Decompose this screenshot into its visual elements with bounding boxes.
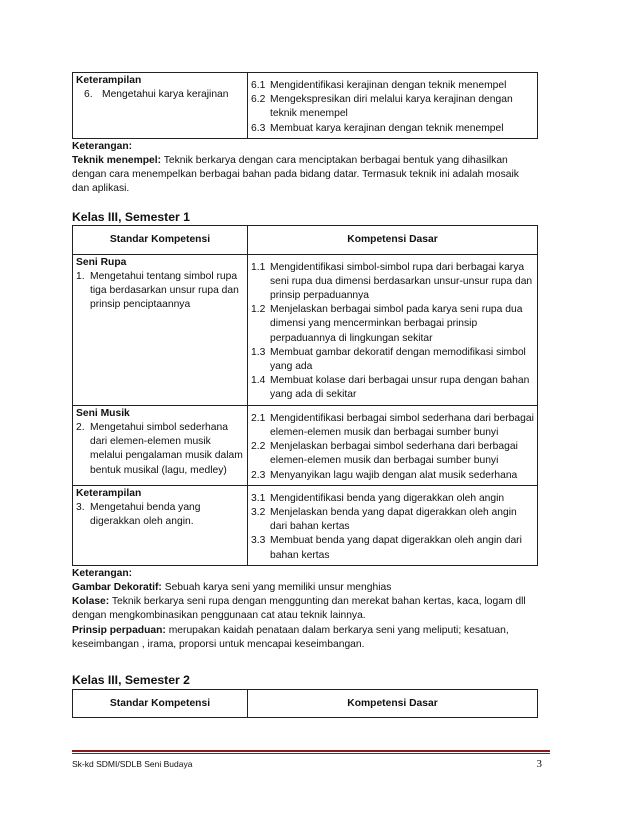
kd-cell bbox=[248, 73, 538, 139]
kd-text: Mengidentifikasi berbagai simbol sederhana dari berbagai elemen-elemen musik dan berbagai sumber bunyi bbox=[270, 412, 534, 438]
kd-number: 6.3 bbox=[251, 122, 266, 134]
competency-table-semester-2 bbox=[72, 689, 538, 718]
note-term: Prinsip perpaduan: bbox=[72, 624, 166, 636]
sk-category: Seni Rupa bbox=[76, 256, 127, 268]
kd-text: Menjelaskan benda yang dapat digerakkan oleh angin dari bahan kertas bbox=[270, 506, 517, 533]
note-teknik-menempel bbox=[72, 140, 538, 197]
kd-list bbox=[251, 256, 534, 403]
sk-item bbox=[76, 421, 244, 478]
kd-item bbox=[251, 374, 534, 402]
kd-item bbox=[251, 122, 534, 136]
header-standar-kompetensi: Standar Kompetensi bbox=[73, 226, 248, 254]
table-row bbox=[73, 405, 538, 485]
competency-table-continued bbox=[72, 72, 538, 139]
table-header-row bbox=[73, 689, 538, 717]
sk-text: Mengetahui tentang simbol rupa tiga berdasarkan unsur rupa dan prinsip penciptaannya bbox=[90, 270, 239, 311]
kd-item bbox=[251, 534, 534, 562]
kd-item bbox=[251, 261, 534, 304]
kd-item bbox=[251, 492, 534, 506]
page-number: 3 bbox=[536, 758, 542, 770]
note-item bbox=[72, 624, 538, 652]
note-glossary bbox=[72, 567, 538, 652]
note-definition: Sebuah karya seni yang memiliki unsur menghias bbox=[161, 581, 392, 593]
sk-text: Mengetahui karya kerajinan bbox=[102, 89, 229, 101]
kd-number: 2.3 bbox=[251, 469, 266, 481]
sk-number: 6. bbox=[84, 89, 93, 101]
kd-text: Mengidentifikasi simbol-simbol rupa dari berbagai karya seni rupa dua dimensi berdasarkan unsur-unsur rupa dan prinsip perpaduannya bbox=[270, 261, 533, 302]
page-footer bbox=[72, 750, 550, 780]
footer-rule bbox=[72, 750, 550, 752]
kd-item bbox=[251, 79, 534, 93]
kd-number: 2.1 bbox=[251, 412, 266, 424]
header-kompetensi-dasar: Kompetensi Dasar bbox=[248, 689, 538, 717]
note-definition: Teknik berkarya seni rupa dengan menggunting dan merekat bahan kertas, kaca, logam dll dengan mengkombinasikan penggunaan cat atau teknik lainnya. bbox=[72, 596, 526, 622]
semester-2-title: Kelas III, Semester 2 bbox=[72, 672, 190, 687]
sk-cell bbox=[73, 254, 248, 405]
table-row bbox=[73, 254, 538, 405]
kd-text: Menyanyikan lagu wajib dengan alat musik sederhana bbox=[270, 469, 518, 481]
sk-cell bbox=[73, 405, 248, 485]
note-definition: merupakan kaidah penataan dalam berkarya seni yang meliputi; kesatuan, keseimbangan , irama, proporsi untuk mencapai keseimbangan. bbox=[72, 624, 509, 650]
sk-category: Seni Musik bbox=[76, 407, 130, 419]
kd-number: 3.2 bbox=[251, 506, 266, 518]
kd-text: Membuat karya kerajinan dengan teknik menempel bbox=[270, 122, 504, 134]
sk-item bbox=[76, 501, 244, 529]
kd-list bbox=[251, 74, 534, 136]
note-term: Teknik menempel: bbox=[72, 155, 162, 167]
kd-item bbox=[251, 93, 534, 121]
kd-item bbox=[251, 469, 534, 483]
kd-number: 1.2 bbox=[251, 304, 266, 316]
kd-number: 2.2 bbox=[251, 441, 266, 453]
kd-item bbox=[251, 346, 534, 374]
kd-item bbox=[251, 506, 534, 534]
document-page bbox=[72, 72, 538, 718]
table-row bbox=[73, 485, 538, 565]
kd-number: 6.2 bbox=[251, 94, 266, 106]
kd-list bbox=[251, 407, 534, 483]
kd-number: 1.3 bbox=[251, 346, 266, 358]
kd-text: Mengekspresikan diri melalui karya kerajinan dengan teknik menempel bbox=[270, 94, 513, 120]
sk-cell bbox=[73, 73, 248, 139]
sk-number: 3. bbox=[76, 501, 85, 513]
sk-number: 2. bbox=[76, 421, 85, 433]
note-term: Gambar Dekoratif: bbox=[72, 581, 162, 593]
kd-cell bbox=[248, 254, 538, 405]
kd-cell bbox=[248, 405, 538, 485]
sk-cell bbox=[73, 485, 248, 565]
footer-document-title: Sk-kd SDMI/SDLB Seni Budaya bbox=[72, 759, 193, 769]
kd-item bbox=[251, 412, 534, 440]
kd-number: 3.3 bbox=[251, 535, 266, 547]
kd-text: Mengidentifikasi benda yang digerakkan oleh angin bbox=[270, 492, 505, 504]
note-definition: Teknik berkarya dengan cara menciptakan berbagai bentuk yang dihasilkan dengan cara menempelkan berbagai bahan pada bidang datar. Termasuk teknik ini adalah mosaik dan aplikasi. bbox=[72, 155, 519, 195]
kd-text: Menjelaskan berbagai simbol sederhana dari berbagai elemen-elemen musik dan berbagai sumber bunyi bbox=[270, 441, 518, 467]
kd-text: Mengidentifikasi kerajinan dengan teknik menempel bbox=[270, 80, 507, 91]
sk-category: Keterampilan bbox=[76, 75, 142, 86]
header-standar-kompetensi: Standar Kompetensi bbox=[73, 689, 248, 717]
note-heading: Keterangan: bbox=[72, 567, 133, 579]
kd-number: 1.1 bbox=[251, 261, 266, 273]
kd-text: Membuat kolase dari berbagai unsur rupa dengan bahan yang ada di sekitar bbox=[270, 375, 530, 401]
header-kompetensi-dasar: Kompetensi Dasar bbox=[248, 226, 538, 254]
kd-text: Menjelaskan berbagai simbol pada karya seni rupa dua dimensi yang mencerminkan berbagai prinsip perpaduannya di lingkungan sekitar bbox=[270, 304, 523, 344]
table-row bbox=[73, 73, 538, 139]
note-item bbox=[72, 581, 538, 595]
sk-category: Keterampilan bbox=[76, 487, 142, 499]
semester-1-title: Kelas III, Semester 1 bbox=[72, 209, 190, 224]
note-text bbox=[72, 154, 538, 197]
kd-cell bbox=[248, 485, 538, 565]
sk-text: Mengetahui simbol sederhana dari elemen-elemen musik melalui pengalaman musik dalam bentuk musikal (lagu, medley) bbox=[90, 421, 243, 476]
kd-text: Membuat benda yang dapat digerakkan oleh angin dari bahan kertas bbox=[270, 535, 522, 561]
footer-rule-thin bbox=[72, 753, 550, 754]
sk-item bbox=[76, 270, 244, 313]
kd-number: 3.1 bbox=[251, 492, 266, 504]
sk-text: Mengetahui benda yang digerakkan oleh angin. bbox=[90, 501, 201, 528]
competency-table-semester-1 bbox=[72, 225, 538, 565]
sk-number: 1. bbox=[76, 270, 85, 282]
kd-item bbox=[251, 303, 534, 346]
kd-text: Membuat gambar dekoratif dengan memodifikasi simbol yang ada bbox=[270, 346, 526, 373]
kd-item bbox=[251, 440, 534, 468]
note-term: Kolase: bbox=[72, 596, 110, 608]
note-item bbox=[72, 595, 538, 623]
kd-list bbox=[251, 487, 534, 563]
kd-number: 6.1 bbox=[251, 80, 266, 91]
kd-number: 1.4 bbox=[251, 375, 266, 387]
table-header-row bbox=[73, 226, 538, 254]
note-heading: Keterangan: bbox=[72, 140, 133, 152]
